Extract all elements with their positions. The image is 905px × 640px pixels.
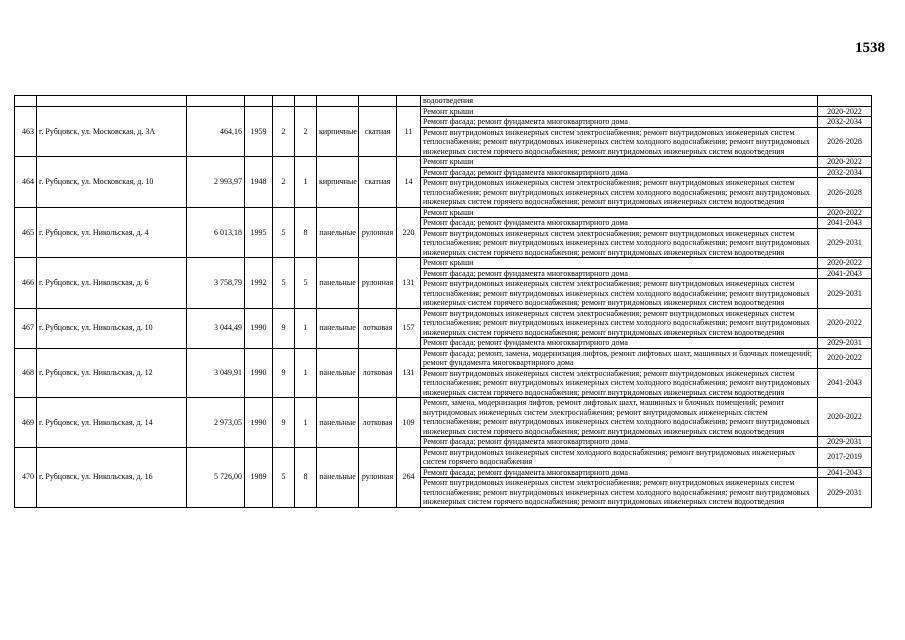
building-address: г. Рубцовск, ул. Никольская, д. 4: [37, 207, 187, 258]
work-description: Ремонт внутридомовых инженерных систем электроснабжения; ремонт внутридомовых инженерных систем теплоснабжения; ремонт внутридомовых инженерных систем холодного водоснабжения; ремонт внутридомовых инженерных систем горячего водоснабжения; ремонт внутридомовых инженерных систем водоотведения: [421, 279, 818, 309]
continuation-text: водоотведения: [421, 96, 818, 107]
work-description: Ремонт внутридомовых инженерных систем электроснабжения; ремонт внутридомовых инженерных систем теплоснабжения; ремонт внутридомовых инженерных систем холодного водоснабжения; ремонт внутридомовых инженерных систем горячего водоснабжения; ремонт внутридомовых инженерных систем водоотведения: [421, 228, 818, 258]
work-description: Ремонт фасада; ремонт фундамента многоквартирного дома: [421, 117, 818, 128]
building-number: 466: [15, 258, 37, 309]
building-entrances: 8: [295, 207, 317, 258]
work-description: Ремонт внутридомовых инженерных систем электроснабжения; ремонт внутридомовых инженерных систем теплоснабжения; ремонт внутридомовых инженерных систем холодного водоснабжения; ремонт внутридомовых инженерных систем горячего водоснабжения; ремонт внутридомовых инженерных систем водоотведения: [421, 368, 818, 398]
residents-count: 109: [397, 398, 421, 448]
wall-material: кирпичные: [317, 157, 359, 208]
building-address: г. Рубцовск, ул. Московская, д. 3А: [37, 106, 187, 157]
wall-material: кирпичные: [317, 106, 359, 157]
work-period: 2020-2022: [818, 348, 872, 368]
building-entrances: 5: [295, 258, 317, 309]
building-year: 1989: [245, 447, 273, 507]
building-entrances: 2: [295, 106, 317, 157]
work-period: 2041-2043: [818, 368, 872, 398]
wall-material: панельные: [317, 447, 359, 507]
building-entrances: 8: [295, 447, 317, 507]
work-period: 2032-2034: [818, 167, 872, 178]
table-row: [15, 258, 872, 269]
table-row: [15, 398, 872, 437]
work-description: Ремонт внутридомовых инженерных систем электроснабжения; ремонт внутридомовых инженерных систем теплоснабжения; ремонт внутридомовых инженерных систем холодного водоснабжения; ремонт внутридомовых инженерных систем горячего водоснабжения; ремонт внутридомовых инженерных систем водоотведения: [421, 127, 818, 157]
roof-type: скатная: [359, 157, 397, 208]
building-floors: 9: [273, 398, 295, 448]
work-period: 2029-2031: [818, 228, 872, 258]
building-area: 464,16: [187, 106, 245, 157]
building-number: 464: [15, 157, 37, 208]
building-area: 5 726,00: [187, 447, 245, 507]
building-area: 2 993,97: [187, 157, 245, 208]
building-floors: 5: [273, 207, 295, 258]
work-period: 2041-2043: [818, 467, 872, 478]
building-floors: 5: [273, 447, 295, 507]
building-number: 470: [15, 447, 37, 507]
building-entrances: 1: [295, 157, 317, 208]
work-description: Ремонт фасада; ремонт фундамента многоквартирного дома: [421, 467, 818, 478]
page-number: 1538: [855, 40, 885, 56]
table-row: [15, 157, 872, 168]
work-period: 2020-2022: [818, 207, 872, 218]
residents-count: 157: [397, 308, 421, 348]
work-description: Ремонт фасада; ремонт фундамента многоквартирного дома: [421, 338, 818, 349]
work-description: Ремонт крыши: [421, 207, 818, 218]
building-number: 463: [15, 106, 37, 157]
building-floors: 9: [273, 308, 295, 348]
work-period: 2026-2028: [818, 127, 872, 157]
work-description: Ремонт крыши: [421, 157, 818, 168]
building-entrances: 1: [295, 398, 317, 448]
roof-type: рулонная: [359, 207, 397, 258]
wall-material: панельные: [317, 398, 359, 448]
work-period: 2020-2022: [818, 258, 872, 269]
table-row: [15, 447, 872, 467]
building-address: г. Рубцовск, ул. Никольская, д. 16: [37, 447, 187, 507]
building-floors: 2: [273, 106, 295, 157]
work-description: Ремонт внутридомовых инженерных систем холодного водоснабжения; ремонт внутридомовых инженерных систем горячего водоснабжения: [421, 447, 818, 467]
work-period: 2032-2034: [818, 117, 872, 128]
roof-type: рулонная: [359, 447, 397, 507]
continuation-row: [15, 96, 872, 107]
work-period: 2026-2028: [818, 178, 872, 208]
work-description: Ремонт внутридомовых инженерных систем электроснабжения; ремонт внутридомовых инженерных систем теплоснабжения; ремонт внутридомовых инженерных систем холодного водоснабжения; ремонт внутридомовых инженерных систем горячего водоснабжения; ремонт внутридомовых инженерных систем водоотведения: [421, 478, 818, 508]
work-period: 2020-2022: [818, 398, 872, 437]
roof-type: лотковая: [359, 308, 397, 348]
work-description: Ремонт внутридомовых инженерных систем электроснабжения; ремонт внутридомовых инженерных систем теплоснабжения; ремонт внутридомовых инженерных систем холодного водоснабжения; ремонт внутридомовых инженерных систем горячего водоснабжения; ремонт внутридомовых инженерных систем водоотведения: [421, 178, 818, 208]
table-row: [15, 308, 872, 338]
building-number: 467: [15, 308, 37, 348]
work-period: 2041-2043: [818, 218, 872, 229]
building-address: г. Рубцовск, ул. Никольская, д. 10: [37, 308, 187, 348]
building-address: г. Рубцовск, ул. Никольская, д. 12: [37, 348, 187, 398]
building-area: 3 049,91: [187, 348, 245, 398]
building-area: 2 973,05: [187, 398, 245, 448]
building-floors: 9: [273, 348, 295, 398]
wall-material: панельные: [317, 258, 359, 309]
building-area: 3 758,79: [187, 258, 245, 309]
work-period: 2029-2031: [818, 279, 872, 309]
table-row: [15, 348, 872, 368]
building-number: 468: [15, 348, 37, 398]
work-period: 2029-2031: [818, 338, 872, 349]
work-description: Ремонт фасада; ремонт фундамента многоквартирного дома: [421, 167, 818, 178]
work-period: 2029-2031: [818, 478, 872, 508]
table-row: [15, 106, 872, 117]
work-description: Ремонт, замена, модернизация лифтов, ремонт лифтовых шахт, машинных и блочных помещений; ремонт внутридомовых инженерных систем электроснабжения; ремонт внутридомовых инженерных систем теплоснабжения; ремонт внутридомовых инженерных систем холодного водоснабжения; ремонт внутридомовых инженерных систем горячего водоснабжения; ремонт внутридомовых инженерных систем водоотведения: [421, 398, 818, 437]
work-period: 2020-2022: [818, 106, 872, 117]
work-description: Ремонт внутридомовых инженерных систем электроснабжения; ремонт внутридомовых инженерных систем теплоснабжения; ремонт внутридомовых инженерных систем холодного водоснабжения; ремонт внутридомовых инженерных систем горячего водоснабжения; ремонт внутридомовых инженерных систем водоотведения: [421, 308, 818, 338]
building-year: 1995: [245, 207, 273, 258]
wall-material: панельные: [317, 308, 359, 348]
wall-material: панельные: [317, 348, 359, 398]
work-description: Ремонт фасада; ремонт, замена, модернизация лифтов, ремонт лифтовых шахт, машинных и блочных помещений; ремонт фундамента многоквартирного дома: [421, 348, 818, 368]
residents-count: 14: [397, 157, 421, 208]
residents-count: 220: [397, 207, 421, 258]
building-area: 6 013,18: [187, 207, 245, 258]
work-description: Ремонт крыши: [421, 106, 818, 117]
residents-count: 264: [397, 447, 421, 507]
capital-repair-table: [14, 95, 872, 508]
work-period: 2020-2022: [818, 308, 872, 338]
work-period: 2029-2031: [818, 437, 872, 448]
building-address: г. Рубцовск, ул. Никольская, д. 6: [37, 258, 187, 309]
table-body: [15, 96, 872, 508]
residents-count: 131: [397, 258, 421, 309]
work-period: 2017-2019: [818, 447, 872, 467]
building-floors: 2: [273, 157, 295, 208]
building-year: 1990: [245, 398, 273, 448]
building-address: г. Рубцовск, ул. Московская, д. 10: [37, 157, 187, 208]
work-description: Ремонт фасада; ремонт фундамента многоквартирного дома: [421, 437, 818, 448]
roof-type: рулонная: [359, 258, 397, 309]
building-floors: 5: [273, 258, 295, 309]
building-year: 1948: [245, 157, 273, 208]
roof-type: лотковая: [359, 398, 397, 448]
work-description: Ремонт фасада; ремонт фундамента многоквартирного дома: [421, 218, 818, 229]
residents-count: 11: [397, 106, 421, 157]
building-year: 1992: [245, 258, 273, 309]
residents-count: 131: [397, 348, 421, 398]
table-row: [15, 207, 872, 218]
work-description: Ремонт крыши: [421, 258, 818, 269]
work-description: Ремонт фасада; ремонт фундамента многоквартирного дома: [421, 268, 818, 279]
building-number: 465: [15, 207, 37, 258]
work-period: 2041-2043: [818, 268, 872, 279]
building-entrances: 1: [295, 348, 317, 398]
roof-type: скатная: [359, 106, 397, 157]
building-address: г. Рубцовск, ул. Никольская, д. 14: [37, 398, 187, 448]
building-entrances: 1: [295, 308, 317, 348]
building-year: 1959: [245, 106, 273, 157]
wall-material: панельные: [317, 207, 359, 258]
work-period: 2020-2022: [818, 157, 872, 168]
roof-type: лотковая: [359, 348, 397, 398]
building-year: 1990: [245, 348, 273, 398]
building-year: 1990: [245, 308, 273, 348]
building-area: 3 044,49: [187, 308, 245, 348]
building-number: 469: [15, 398, 37, 448]
